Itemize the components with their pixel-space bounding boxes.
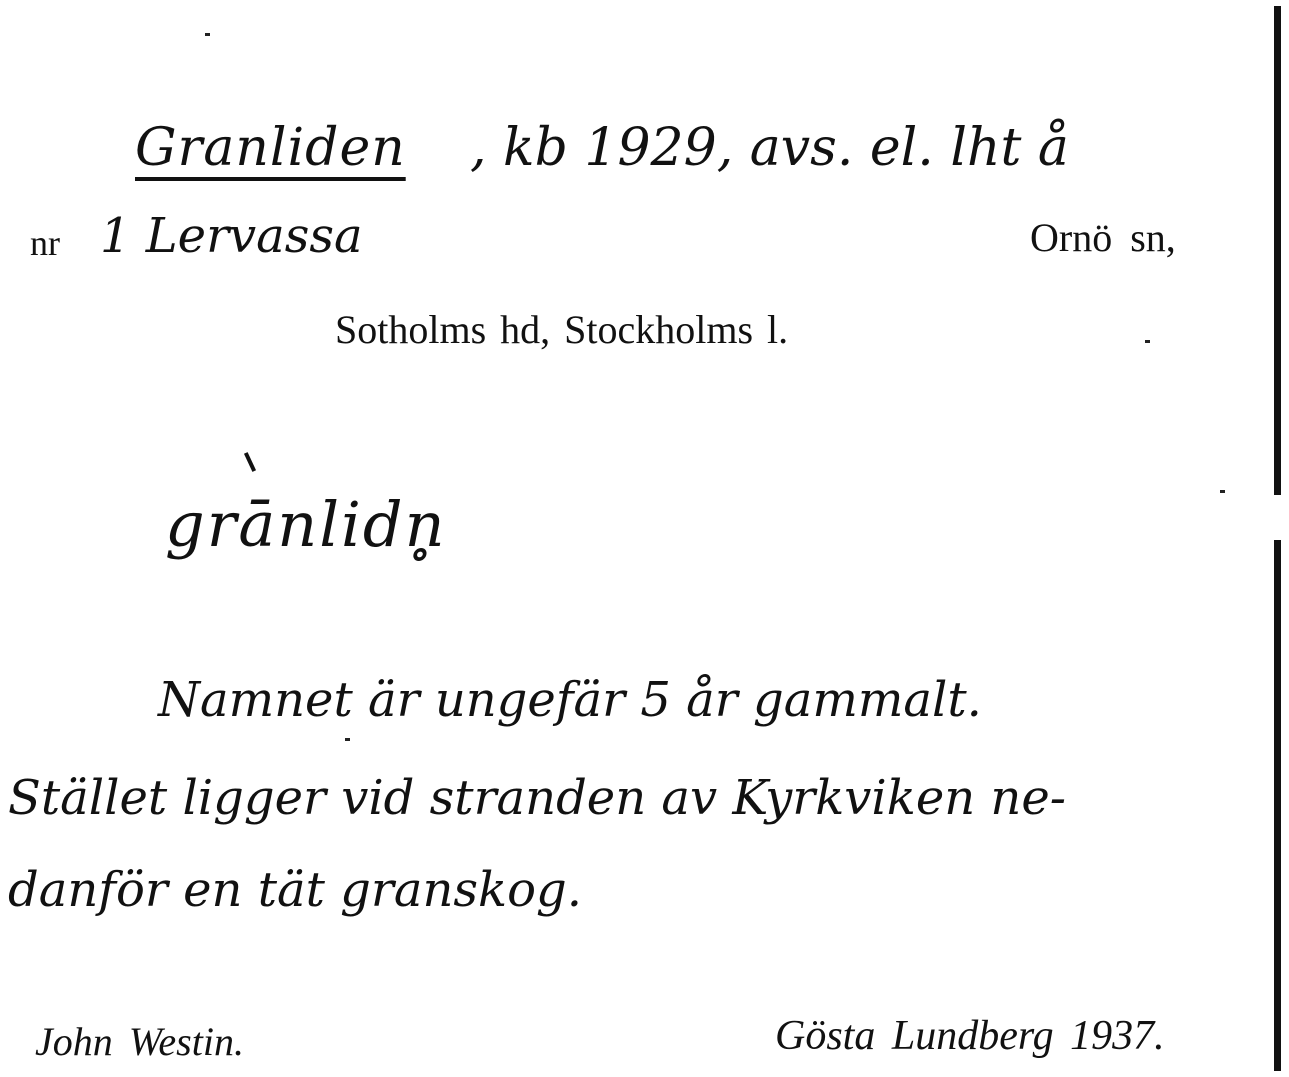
recorder-name-year: Gösta Lundberg 1937. (775, 1013, 1165, 1059)
scan-speck (205, 33, 210, 36)
card-edge-gap (1272, 495, 1283, 540)
scan-speck (1145, 340, 1150, 343)
scan-speck (345, 738, 350, 741)
note-line: danför en tät granskog. (8, 862, 582, 918)
note-line: Namnet är ungefär 5 år gammalt. (158, 672, 982, 728)
collector-name: John Westin. (35, 1019, 244, 1064)
accent-mark-icon (244, 452, 256, 472)
scan-speck (1220, 490, 1225, 493)
place-name-headword: Granliden (135, 118, 406, 178)
number-label: nr (30, 223, 60, 263)
parish-label: Ornö sn, (1030, 215, 1176, 260)
phonetic-transcription: grānlidn̥ (165, 488, 447, 561)
headword-details: , kb 1929, avs. el. lht å (470, 118, 1069, 178)
note-line: Stället ligger vid stranden av Kyrkviken ne- (8, 770, 1066, 826)
number-value: 1 Lervassa (100, 208, 363, 264)
district-county-label: Sotholms hd, Stockholms l. (335, 307, 789, 352)
